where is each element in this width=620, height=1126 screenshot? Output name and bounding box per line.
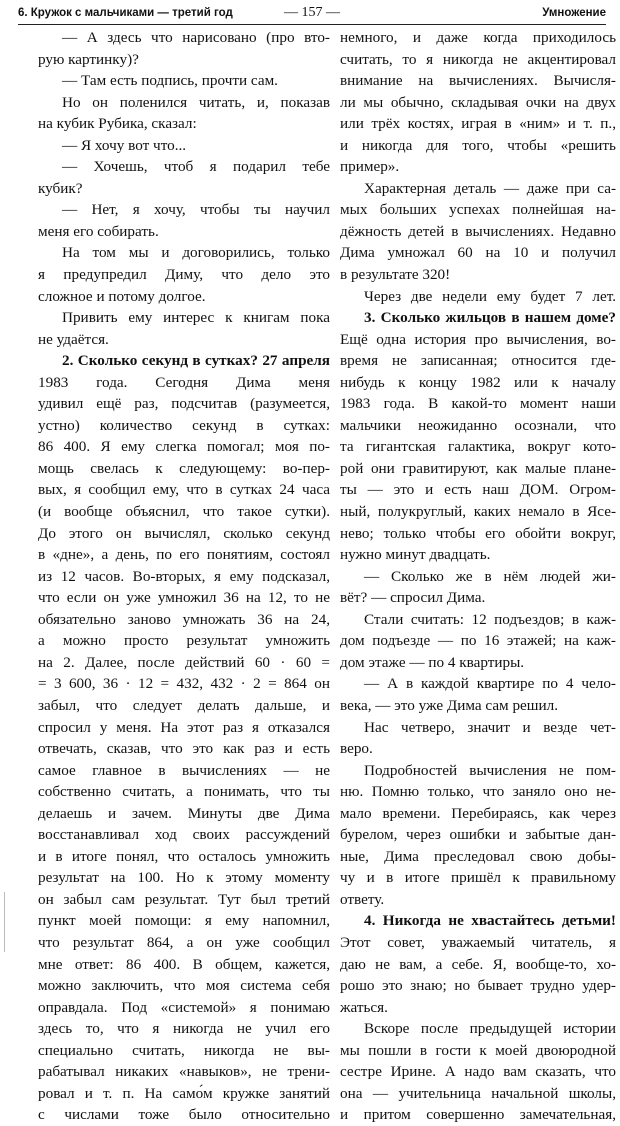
page-number: — 157 —: [284, 5, 340, 20]
chapter-title: 6. Кружок с мальчиками — третий год: [18, 7, 233, 19]
text-line: Привить ему интерес к книгам пока: [62, 309, 330, 327]
text-line: мало времени. Перебираясь, как через: [340, 804, 616, 822]
text-line: мне ответ: 86 400. В общем, кажется,: [38, 955, 330, 973]
text-line: — Там есть подпись, прочти сам.: [62, 72, 278, 90]
text-line: нево; только чтобы его обойти вокруг,: [340, 524, 616, 542]
text-line: устно) количество секунд в сутках:: [38, 416, 330, 434]
text-line: ные, Дима преследовал свою добы-: [340, 847, 616, 865]
text-line: 86 400. Я ему слегка помогал; моя по-: [38, 438, 330, 456]
text-line: оправдала. Под «системой» я понимаю: [38, 998, 330, 1016]
text-line: дёжность детей в вычислениях. Недавно: [340, 222, 616, 240]
text-line: Стали считать: 12 подъездов; в каж-: [364, 610, 616, 628]
text-line: Вскоре после предыдущей истории: [364, 1020, 616, 1038]
running-header: [18, 4, 606, 25]
text-line: мальчики неожиданно осознали, что: [340, 416, 616, 434]
text-line: меня его собирать.: [38, 222, 159, 240]
text-line: та гигантская галактика, вокруг кото-: [340, 438, 616, 456]
text-line: Ещё одна история про вычисления, во-: [340, 330, 616, 348]
text-line: результат на 100. Но к этому моменту: [38, 869, 330, 887]
text-line: На том мы и договорились, только: [62, 244, 330, 262]
text-line: рабатывал никаких «навыков», не трени-: [38, 1063, 330, 1081]
text-line: жаться.: [340, 998, 388, 1016]
text-line: ли мы обычно, складывая очки на двух: [340, 93, 616, 111]
text-line: мощь свелась к следующему: во-пер-: [38, 459, 330, 477]
text-line: и в итоге понял, что осталось умножить: [38, 847, 330, 865]
text-column-left: [38, 27, 330, 1126]
text-line: — А здесь что нарисовано (про вто-: [62, 29, 330, 46]
text-line: (и вообще объяснил, что такое сутки).: [38, 503, 330, 521]
text-line: в «дне», а день, по его понятиям, состоял: [38, 546, 330, 564]
text-line: самое главное в вычислениях — не: [38, 761, 330, 779]
text-line: ровал и т. п. На само́м кружке занятий: [38, 1084, 330, 1102]
text-line: пункт моей помощи: я ему напомнил,: [38, 912, 330, 930]
text-line: Нас четверо, значит и везде чет-: [364, 718, 616, 736]
text-line: из 12 часов. Во-вторых, я ему подсказал,: [38, 567, 330, 585]
text-line: чу и в итоге пришёл к правильному: [340, 869, 616, 887]
text-line: — Нет, я хочу, чтобы ты научил: [62, 201, 330, 219]
text-line: вёт? — спросил Дима.: [340, 589, 486, 607]
section-heading-tenants: 3. Сколько жильцов в нашем доме?: [364, 309, 616, 327]
text-line: она — учительница начальной школы,: [340, 1084, 616, 1102]
text-line: считать, то я никогда не акцентировал: [340, 50, 616, 68]
text-line: спросил у меня. На этот раз я отказался: [38, 718, 330, 736]
text-line: пример».: [340, 158, 400, 176]
text-line: дом подъезде — по 16 этажей; на каж-: [340, 632, 616, 650]
text-line: немного, и даже когда приходилось: [340, 29, 616, 46]
text-line: — А в каждой квартире по 4 чело-: [364, 675, 616, 693]
text-line: бурелом, через ошибки и забытые дан-: [340, 826, 616, 844]
text-line: обязательно заново умножать 36 на 24,: [38, 610, 330, 628]
text-line: вых, я сообщил ему, что в сутках 24 часа: [38, 481, 330, 499]
text-line: рую картинку)?: [38, 50, 139, 68]
text-line: я предупредил Диму, что дело это: [38, 266, 330, 284]
text-line: отвечать, сказав, что это как раз и есть: [38, 740, 330, 758]
section-heading-line: [38, 350, 330, 372]
text-line: внимание на вычислениях. Вычисля-: [340, 72, 616, 90]
text-line: — Хочешь, чтоб я подарил тебе: [62, 158, 330, 176]
text-line: сложное и потому долгое.: [38, 287, 206, 305]
text-line: 1983 года. Сегодня Дима меня: [38, 373, 330, 391]
text-line: он забыл сам результат. Тут был третий: [38, 890, 330, 908]
page-edge-mark: [4, 892, 5, 952]
text-line: мы пошли в гости к моей двоюродной: [340, 1041, 616, 1059]
text-line: забыл, что следует делать дальше, и: [38, 696, 330, 714]
text-line: специально считать, никогда не вы-: [38, 1041, 330, 1059]
text-line: что если он уже умножил 36 на 12, то не: [38, 589, 330, 607]
section-title: Умножение: [542, 7, 606, 19]
text-line: не удаётся.: [38, 330, 109, 348]
section-heading-bragging: 4. Никогда не хвастайтесь детьми!: [364, 912, 616, 930]
text-line: века, — это уже Дима сам решил.: [340, 696, 559, 714]
text-line: с числами тоже было относительно: [38, 1106, 330, 1124]
text-line: До этого он вычислял, сколько секунд: [38, 524, 330, 542]
text-line: а можно просто результат умножить: [38, 632, 330, 650]
text-line: удивил ещё раз, подсчитав (разумеется,: [38, 395, 330, 413]
text-line: восстанавливал ход своих рассуждений: [38, 826, 330, 844]
text-line: Этот совет, уважаемый читатель, я: [340, 933, 616, 951]
text-line: нибудь к концу 1982 или к началу: [340, 373, 616, 391]
text-line: рошо это знаю; но бывает трудно удер-: [340, 977, 616, 995]
text-line: Но он поленился читать, и, показав: [62, 93, 330, 111]
text-line: Подробностей вычисления не пом-: [364, 761, 616, 779]
text-line: сестре Ирине. А надо вам сказать, что: [340, 1063, 616, 1081]
text-line: — Сколько же в нём людей жи-: [364, 567, 616, 585]
text-line: можно заключить, что моя система себя: [38, 977, 330, 995]
text-line: время не записанная; относится где-: [340, 352, 616, 370]
text-line: делаешь и зачем. Минуты две Дима: [38, 804, 330, 822]
text-line: Характерная деталь — даже при са-: [364, 179, 616, 197]
text-line: ный, полукруглый, каких немало в Ясе-: [340, 503, 616, 521]
text-line: веро.: [340, 740, 373, 758]
text-line: ню. Помню только, что заняло оно не-: [340, 783, 616, 801]
text-line: дом этаже — по 4 квартиры.: [340, 653, 525, 671]
text-line: и притом совершенно замечательная,: [340, 1106, 616, 1124]
text-line: — Я хочу вот что...: [62, 136, 187, 154]
text-column-right: [340, 27, 616, 1126]
text-line: = 3 600, 36 · 12 = 432, 432 · 2 = 864 он: [38, 675, 330, 693]
text-line: здесь то, что я никогда не учил его: [38, 1020, 330, 1038]
text-line: и никогда для того, чтобы «решить: [340, 136, 616, 154]
text-line: Через две недели ему будет 7 лет.: [364, 287, 616, 305]
text-line: на 2. Далее, после действий 60 · 60 =: [38, 653, 330, 671]
text-line: ответу.: [340, 890, 385, 908]
text-line: собственно считать, а понимать, что ты: [38, 783, 330, 801]
text-line: рой они гравитируют, как малые плане-: [340, 459, 616, 477]
text-line: нужно минут двадцать.: [340, 546, 491, 564]
text-line: на кубик Рубика, сказал:: [38, 115, 197, 133]
text-line: мых больших успехах полнейшая на-: [340, 201, 616, 219]
text-line: даю не вам, а себе. Я, вообще-то, хо-: [340, 955, 616, 973]
text-line: в результате 320!: [340, 266, 451, 284]
text-line: что результат 864, а он уже сообщил: [38, 933, 330, 951]
text-line: Дима умножал 60 на 10 и получил: [340, 244, 616, 262]
text-line: или трёх костях, играя в «ним» и т. п.,: [340, 115, 616, 133]
text-line: ты — это и есть наш ДОМ. Огром-: [340, 481, 616, 499]
text-line: 1983 года. В какой-то момент наши: [340, 395, 616, 413]
section-heading-seconds: 2. Сколько секунд в сутках? 27 апреля: [62, 352, 330, 370]
text-line: кубик?: [38, 179, 83, 197]
